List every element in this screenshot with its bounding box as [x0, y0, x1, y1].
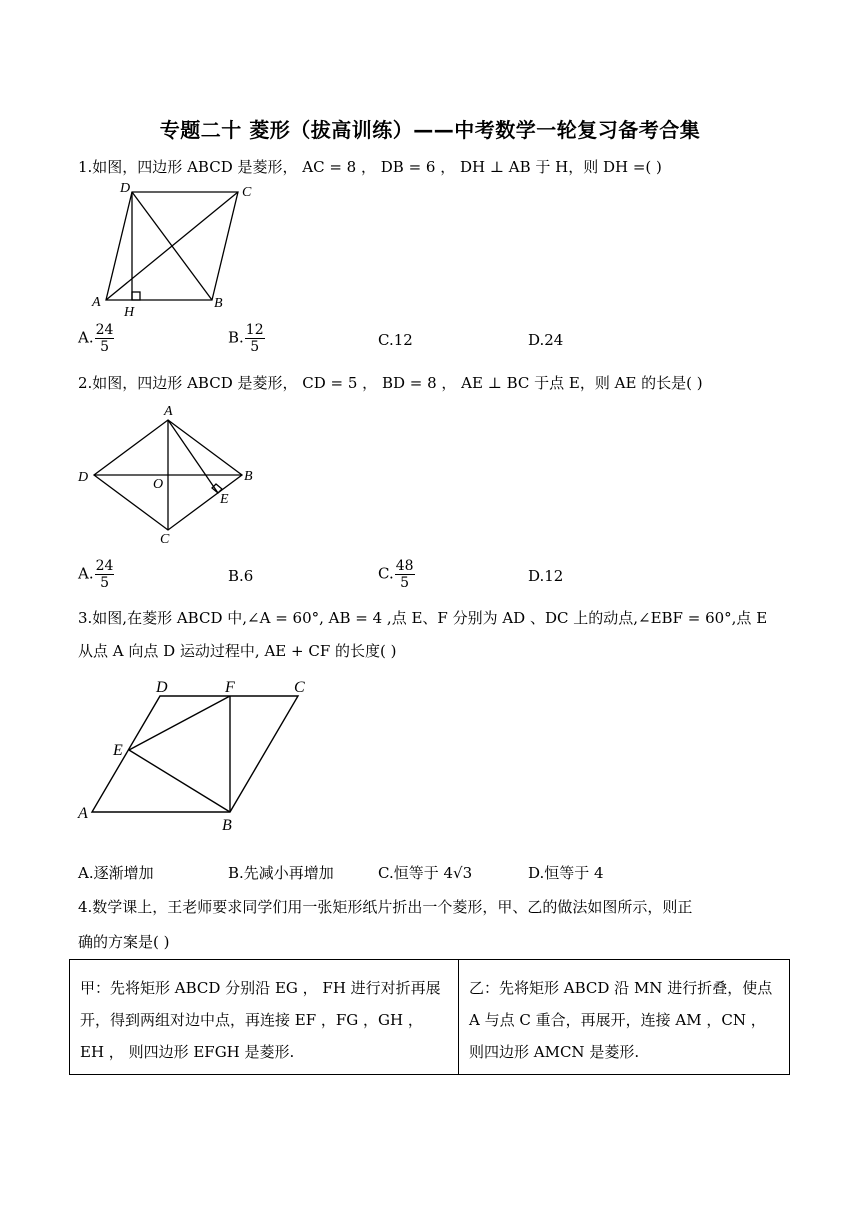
q3-label-a: A	[78, 805, 88, 822]
question-3-stem-line-2: 从点 A 向点 D 运动过程中, AE + CF 的长度( )	[78, 642, 397, 660]
q2-label-c: C	[160, 532, 170, 547]
q1-option-a: A. $\frac{24}{5}$	[78, 322, 114, 355]
q3-label-d: D	[156, 679, 168, 696]
q2-label-d: D	[78, 470, 89, 485]
q3-label-f: F	[225, 679, 235, 696]
q1-label-d: D	[120, 181, 131, 196]
q2-figure	[74, 400, 264, 550]
q1-option-d: D.24	[528, 331, 564, 349]
q1-figure	[80, 180, 270, 320]
q3-option-d: D.恒等于 4	[528, 864, 604, 882]
question-2-stem: 2.如图，四边形 ABCD 是菱形， CD = 5 ， BD = 8 ， AE ⊥ BC 于点 E，则 AE 的长是( )	[78, 374, 703, 392]
question-4-stem-line-2: 确的方案是( )	[78, 933, 170, 951]
question-3-stem-line-1: 3.如图,在菱形 ABCD 中,∠A = 60°, AB = 4 ,点 E、F 分别为 AD 、DC 上的动点,∠EBF = 60°,点 E	[78, 609, 768, 627]
q1-label-b: B	[214, 296, 223, 311]
q2-label-o: O	[153, 477, 164, 492]
q2-label-e: E	[220, 492, 229, 507]
q1-option-b: B. $\frac{12}{5}$	[228, 322, 264, 355]
q3-figure	[74, 672, 334, 842]
question-1-stem: 1.如图，四边形 ABCD 是菱形， AC = 8 ， DB = 6 ， DH ⊥ AB 于 H，则 DH =( )	[78, 158, 662, 176]
q3-label-e: E	[113, 742, 123, 759]
q4-method-table	[69, 959, 790, 1075]
q1-option-c: C.12	[378, 331, 413, 349]
question-4-stem-line-1: 4.数学课上，王老师要求同学们用一张矩形纸片折出一个菱形，甲、乙的做法如图所示，则正	[78, 898, 693, 916]
q2-option-a: A. $\frac{24}{5}$	[78, 558, 114, 591]
q3-label-b: B	[222, 817, 232, 834]
q3-option-c: C.恒等于 4√3	[378, 864, 473, 882]
q2-label-a: A	[164, 404, 173, 419]
page-title: 专题二十 菱形（拔高训练）——中考数学一轮复习备考合集	[159, 118, 701, 142]
q1-label-a: A	[92, 295, 101, 310]
q3-option-a: A.逐渐增加	[78, 864, 154, 882]
q2-label-b: B	[244, 469, 253, 484]
q1-label-c: C	[242, 185, 252, 200]
q3-label-c: C	[294, 679, 305, 696]
q1-label-h: H	[124, 305, 135, 320]
q4-method-jia: 甲：先将矩形 ABCD 分别沿 EG ， FH 进行对折再展开，得到两组对边中点，再连接 EF ，FG ，GH ， EH ， 则四边形 EFGH 是菱形.	[70, 960, 459, 1074]
q2-option-d: D.12	[528, 567, 564, 585]
q4-method-yi: 乙：先将矩形 ABCD 沿 MN 进行折叠，使点 A 与点 C 重合，再展开，连接 AM ，CN ，则四边形 AMCN 是菱形.	[469, 979, 773, 1061]
q3-option-b: B.先减小再增加	[228, 864, 334, 882]
q2-option-b: B.6	[228, 567, 254, 585]
q2-option-c: C. $\frac{48}{5}$	[378, 558, 414, 591]
